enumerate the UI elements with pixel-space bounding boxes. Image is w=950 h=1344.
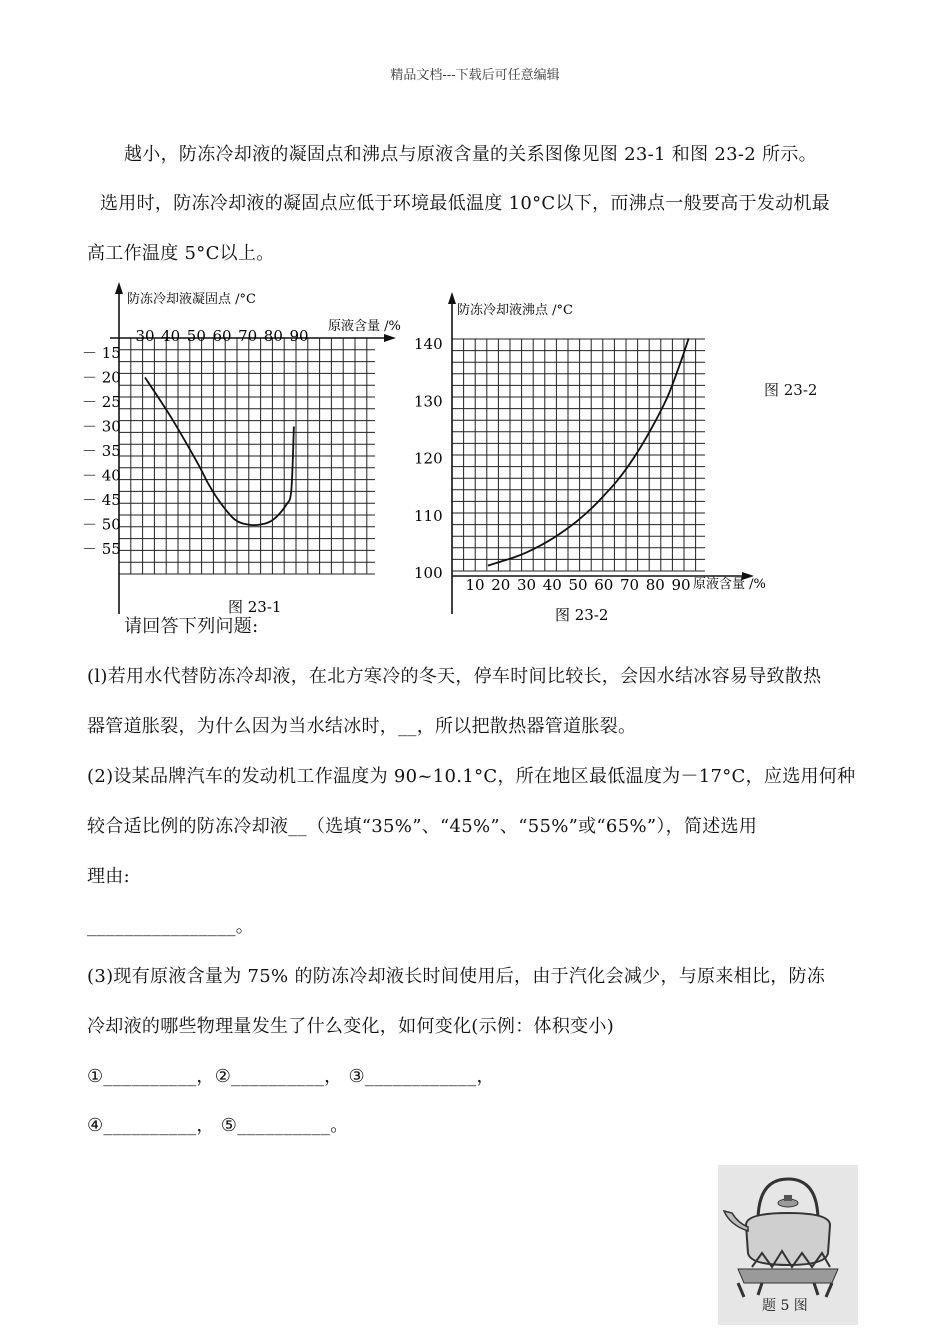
chart1-y-tick-label: － 20 xyxy=(82,368,121,387)
chart2-y-ticks xyxy=(414,335,443,582)
chart2-y-tick-label: 130 xyxy=(414,392,443,411)
chart1-x-tick-label: 80 xyxy=(263,327,283,345)
chart1-x-tick-label: 50 xyxy=(186,327,206,345)
chart1-x-arrow xyxy=(384,334,396,342)
kettle-on-stove-image xyxy=(718,1165,858,1325)
chart2-y-tick-label: 140 xyxy=(414,335,443,353)
chart2-x-tick-label: 50 xyxy=(568,576,588,594)
question-1-line-1: (l)若用水代替防冻冷却液，在北方寒冷的冬天，停车时间比较长，会因水结冰容易导致散热 xyxy=(87,666,822,687)
chart2-grid xyxy=(452,339,705,571)
paragraph-3: 高工作温度 5°C以上。 xyxy=(87,243,275,264)
question-1-line-2: 器管道胀裂，为什么因为当水结冰时，__，所以把散热器管道胀裂。 xyxy=(87,716,637,737)
chart1-y-ticks xyxy=(82,344,121,558)
chart1-ylabel: 防冻冷却液凝固点 /°C xyxy=(127,292,256,307)
question-2-line-2: 较合适比例的防冻冷却液__（选填“35%”、“45%”、“55%”或“65%”），简述选用 xyxy=(87,816,758,837)
side-figure-label: 图 23-2 xyxy=(764,381,818,399)
freezing-point-chart xyxy=(0,280,420,620)
chart2-x-tick-label: 90 xyxy=(671,576,691,594)
chart1-y-tick-label: － 50 xyxy=(82,515,121,534)
chart2-x-tick-label: 80 xyxy=(645,576,665,594)
chart1-x-ticks xyxy=(135,327,308,345)
chart1-x-tick-label: 90 xyxy=(289,327,309,345)
chart2-x-tick-label: 40 xyxy=(542,576,562,594)
question-intro: 请回答下列问题: xyxy=(124,616,259,637)
chart2-xlabel: 原液含量 /% xyxy=(693,577,766,592)
chart1-x-tick-label: 70 xyxy=(238,327,258,345)
chart2-y-arrow xyxy=(448,292,456,304)
chart1-grid xyxy=(119,338,375,574)
chart1-y-tick-label: － 15 xyxy=(82,344,121,362)
chart1-y-tick-label: － 40 xyxy=(82,466,121,485)
question-3-line-2: 冷却液的哪些物理量发生了什么变化，如何变化(示例：体积变小) xyxy=(87,1016,615,1037)
figure-caption: 题 5 图 xyxy=(762,1298,808,1314)
question-3-line-1: (3)现有原液含量为 75% 的防冻冷却液长时间使用后，由于汽化会减少，与原来相比，防冻 xyxy=(87,966,826,987)
question-2-line-1: (2)设某品牌汽车的发动机工作温度为 90~10.1°C，所在地区最低温度为－17°C，应选用何种 xyxy=(87,766,856,787)
paragraph-1: 越小，防冻冷却液的凝固点和沸点与原液含量的关系图像见图 23-1 和图 23-2 所示。 xyxy=(124,144,817,165)
chart1-y-tick-label: － 30 xyxy=(82,417,121,436)
question-3-blanks-2: ④__________， ⑤__________。 xyxy=(87,1115,349,1136)
boiling-point-chart xyxy=(400,290,800,630)
chart2-x-tick-label: 20 xyxy=(491,576,511,594)
chart2-x-ticks xyxy=(465,576,690,594)
chart1-x-tick-label: 60 xyxy=(212,327,232,345)
chart2-x-tick-label: 70 xyxy=(619,576,640,594)
chart1-x-tick-label: 40 xyxy=(161,327,181,345)
chart2-caption: 图 23-2 xyxy=(555,606,609,624)
chart1-caption: 图 23-1 xyxy=(228,598,282,616)
question-2-line-3: 理由: xyxy=(87,866,130,887)
page-header: 精品文档---下载后可任意编辑 xyxy=(390,68,560,83)
chart2-y-tick-label: 110 xyxy=(414,506,443,525)
chart2-y-tick-label: 100 xyxy=(414,564,443,582)
chart1-y-arrow xyxy=(115,282,123,294)
chart1-y-tick-label: － 25 xyxy=(82,393,121,411)
paragraph-2: 选用时，防冻冷却液的凝固点应低于环境最低温度 10°C以下，而沸点一般要高于发动机最 xyxy=(100,193,830,214)
chart2-ylabel: 防冻冷却液沸点 /°C xyxy=(457,303,573,318)
chart2-x-tick-label: 10 xyxy=(465,576,485,594)
chart2-x-tick-label: 30 xyxy=(516,576,537,594)
question-3-blanks-1: ①__________，②__________， ③____________， xyxy=(87,1066,495,1087)
chart1-xlabel: 原液含量 /% xyxy=(328,319,401,334)
chart1-y-tick-label: － 35 xyxy=(82,442,121,460)
chart1-x-tick-label: 30 xyxy=(135,327,155,345)
chart1-y-tick-label: － 45 xyxy=(82,491,121,509)
chart2-curve xyxy=(488,338,689,565)
chart1-y-tick-label: － 55 xyxy=(82,540,121,558)
chart2-y-tick-label: 120 xyxy=(414,449,443,468)
question-2-answer-line: ________________。 xyxy=(87,916,255,937)
chart2-x-tick-label: 60 xyxy=(594,576,614,594)
